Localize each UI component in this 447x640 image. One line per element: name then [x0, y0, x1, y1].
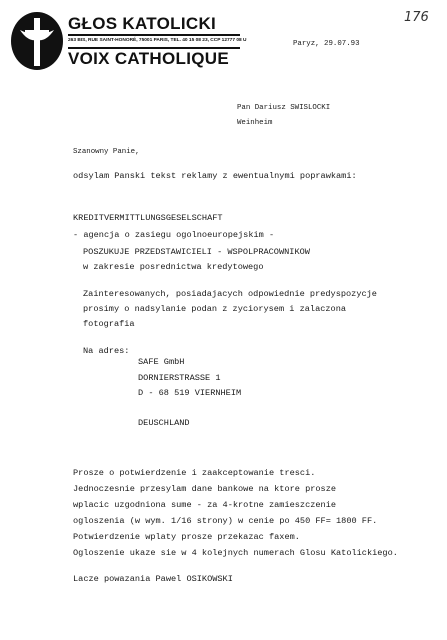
recipient-name: Pan Dariusz SWISLOCKI [237, 104, 331, 112]
body-line-3: wplacic uzgodniona sume - za 4-krotne zamieszczenie [73, 500, 337, 510]
ad-line-3: w zakresie posrednictwa kredytowego [83, 262, 264, 272]
closing-line: Lacze powazania Pawel OSIKOWSKI [73, 574, 233, 584]
date-line: Paryz, 29.07.93 [293, 40, 360, 48]
body-line-5: Potwierdzenie wplaty prosze przekazac faxem. [73, 532, 300, 542]
body-line-4: ogloszenia (w wym. 1/16 strony) w cenie po 450 FF= 1800 FF. [73, 516, 378, 526]
masthead-title-top: GŁOS KATOLICKI [68, 14, 217, 33]
masthead-logo [10, 10, 65, 72]
body-line-6: Ogloszenie ukaze sie w 4 kolejnych numerach Glosu Katolickiego. [73, 548, 398, 558]
address-line-3: D - 68 519 VIERNHEIM [138, 388, 242, 398]
body-line-2: Jednoczesnie przesylam dane bankowe na ktore prosze [73, 484, 337, 494]
address-line-4: DEUSCHLAND [138, 418, 190, 428]
intro-line: odsylam Panski tekst reklamy z ewentualnymi poprawkami: [73, 171, 357, 181]
address-label: Na adres: [83, 346, 130, 356]
ad-paragraph-line-3: fotografia [83, 319, 135, 329]
address-line-2: DORNIERSTRASSE 1 [138, 373, 221, 383]
ad-line-1: - agencja o zasiegu ogolnoeuropejskim - [73, 230, 275, 240]
masthead-address: 263 BIS, RUE SAINT-HONORÉ, 75001 PARIS, TEL. 40 15 08 23, CCP 12777 08 U [68, 38, 247, 43]
body-line-1: Prosze o potwierdzenie i zaakceptowanie tresci. [73, 468, 316, 478]
page-number: 176 [404, 10, 429, 25]
ad-paragraph-line-1: Zainteresowanych, posiadajacych odpowiednie predyspozycje [83, 289, 377, 299]
salutation: Szanowny Panie, [73, 148, 140, 156]
ad-line-2: POSZUKUJE PRZEDSTAWICIELI - WSPOLPRACOWNIKOW [83, 247, 310, 257]
address-line-1: SAFE GmbH [138, 357, 185, 367]
masthead-rule-top [68, 34, 240, 36]
ad-heading: KREDITVERMITTLUNGSGESELSCHAFT [73, 213, 223, 223]
masthead-title-bottom: VOIX CATHOLIQUE [68, 49, 229, 68]
ad-paragraph-line-2: prosimy o nadsylanie podan z zyciorysem i zalaczona [83, 304, 347, 314]
recipient-city: Weinheim [237, 119, 273, 127]
cross-wings-emblem-icon [10, 10, 65, 72]
